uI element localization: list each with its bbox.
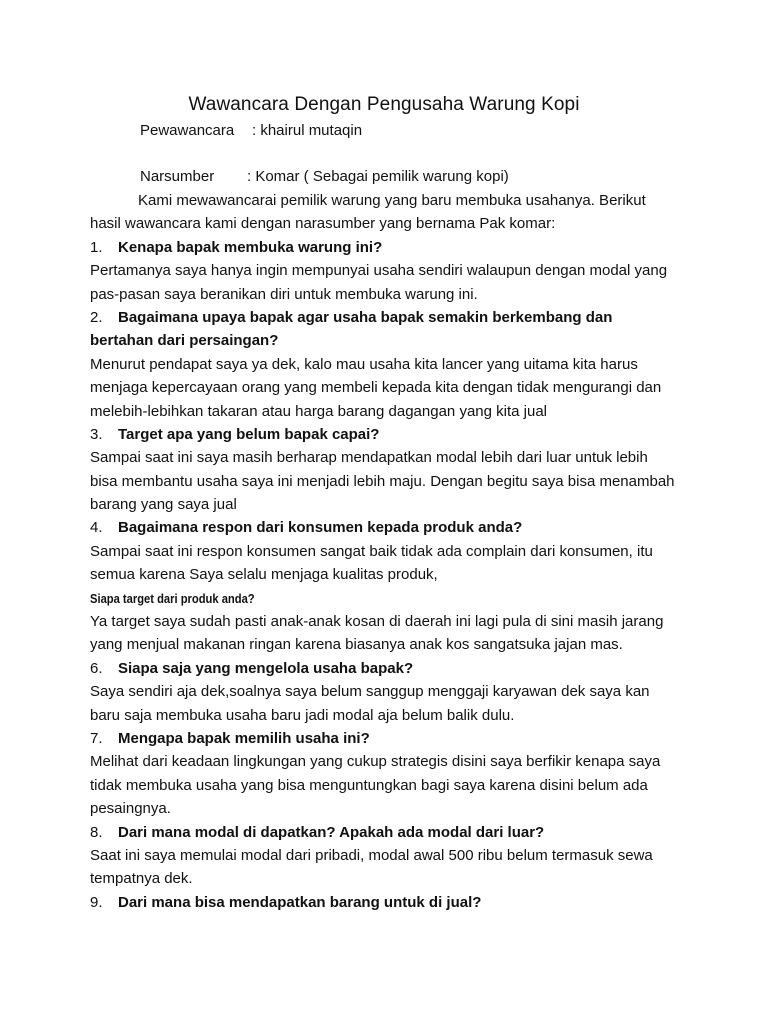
question-number: 6. bbox=[90, 659, 103, 677]
question-line bbox=[90, 516, 690, 539]
question-text: Siapa target dari produk anda? bbox=[90, 590, 255, 606]
interviewer-value: : khairul mutaqin bbox=[252, 122, 363, 139]
question-text: Dari mana modal di dapatkan? Apakah ada modal dari luar? bbox=[118, 823, 545, 841]
question-text: Mengapa bapak memilih usaha ini? bbox=[118, 729, 370, 747]
question-line-cont: bertahan dari persaingan? bbox=[90, 332, 279, 350]
question-line bbox=[90, 891, 690, 914]
answer-line: pas-pasan saya beranikan diri untuk membuka warung ini. bbox=[90, 285, 478, 303]
question-line bbox=[90, 821, 690, 844]
source-label: Narsumber bbox=[140, 168, 215, 185]
question-line bbox=[90, 306, 690, 329]
answer-line: Menurut pendapat saya ya dek, kalo mau usaha kita lancer yang uitama kita harus bbox=[90, 355, 638, 373]
answer-line: Saya sendiri aja dek,soalnya saya belum sanggup menggaji karyawan dek saya kan bbox=[90, 683, 650, 701]
intro-line: hasil wawancara kami dengan narasumber yang bernama Pak komar: bbox=[90, 215, 556, 233]
question-text: Target apa yang belum bapak capai? bbox=[118, 425, 380, 443]
answer-line: menjaga kepercayaan orang yang membeli kepada kita dengan tidak mengurangi dan bbox=[90, 379, 662, 397]
question-number: 8. bbox=[90, 823, 103, 841]
answer-line: yang menjual makanan ringan karena biasanya anak kos sangatsuka jajan mas. bbox=[90, 636, 623, 654]
question-number: 1. bbox=[90, 238, 103, 256]
answer-line: Melihat dari keadaan lingkungan yang cukup strategis disini saya berfikir kenapa saya bbox=[90, 753, 661, 771]
question-line bbox=[90, 423, 690, 446]
question-number: 3. bbox=[90, 425, 103, 443]
question-line bbox=[90, 236, 690, 259]
document-title: Wawancara Dengan Pengusaha Warung Kopi bbox=[188, 94, 580, 115]
source-row bbox=[140, 167, 509, 187]
question-number: 4. bbox=[90, 519, 103, 537]
question-text: Dari mana bisa mendapatkan barang untuk di jual? bbox=[118, 893, 482, 911]
answer-line: semua karena Saya selalu menjaga kualitas produk, bbox=[90, 566, 438, 584]
document-body bbox=[90, 189, 690, 914]
interviewer-row bbox=[140, 121, 363, 141]
question-number: 9. bbox=[90, 893, 103, 911]
answer-line: Pertamanya saya hanya ingin mempunyai usaha sendiri walaupun dengan modal yang bbox=[90, 262, 668, 280]
answer-line: bisa membantu usaha saya ini menjadi lebih maju. Dengan begitu saya bisa menambah bbox=[90, 472, 675, 490]
question-line bbox=[90, 657, 690, 680]
answer-line: baru saja membuka usaha baru jadi modal aja belum balik dulu. bbox=[90, 706, 515, 724]
question-line bbox=[90, 587, 690, 610]
question-text: Siapa saja yang mengelola usaha bapak? bbox=[118, 659, 414, 677]
answer-line: Sampai saat ini saya masih berharap mendapatkan modal lebih dari luar untuk lebih bbox=[90, 449, 648, 467]
answer-line: Sampai saat ini respon konsumen sangat baik tidak ada complain dari konsumen, itu bbox=[90, 542, 653, 560]
question-text: Bagaimana respon dari konsumen kepada produk anda? bbox=[118, 519, 523, 537]
source-value: : Komar ( Sebagai pemilik warung kopi) bbox=[247, 168, 509, 185]
question-line bbox=[90, 727, 690, 750]
answer-line: melebih-lebihkan takaran atau harga barang dagangan yang kita jual bbox=[90, 402, 547, 420]
answer-line: barang yang saya jual bbox=[90, 496, 237, 514]
question-text: Kenapa bapak membuka warung ini? bbox=[118, 238, 383, 256]
intro-line: Kami mewawancarai pemilik warung yang baru membuka usahanya. Berikut bbox=[138, 192, 646, 209]
answer-line: Ya target saya sudah pasti anak-anak kosan di daerah ini lagi pula di sini masih jarang bbox=[90, 613, 664, 631]
question-text: Bagaimana upaya bapak agar usaha bapak semakin berkembang dan bbox=[118, 308, 613, 326]
answer-line: pesaingnya. bbox=[90, 800, 171, 818]
question-number: 2. bbox=[90, 308, 103, 326]
answer-line: Saat ini saya memulai modal dari pribadi, modal awal 500 ribu belum termasuk sewa bbox=[90, 846, 653, 864]
answer-line: tidak membuka usaha yang bisa menguntungkan bagi saya karena disini belum ada bbox=[90, 776, 648, 794]
interviewer-label: Pewawancara bbox=[140, 122, 235, 139]
question-number: 7. bbox=[90, 729, 103, 747]
answer-line: tempatnya dek. bbox=[90, 870, 193, 888]
